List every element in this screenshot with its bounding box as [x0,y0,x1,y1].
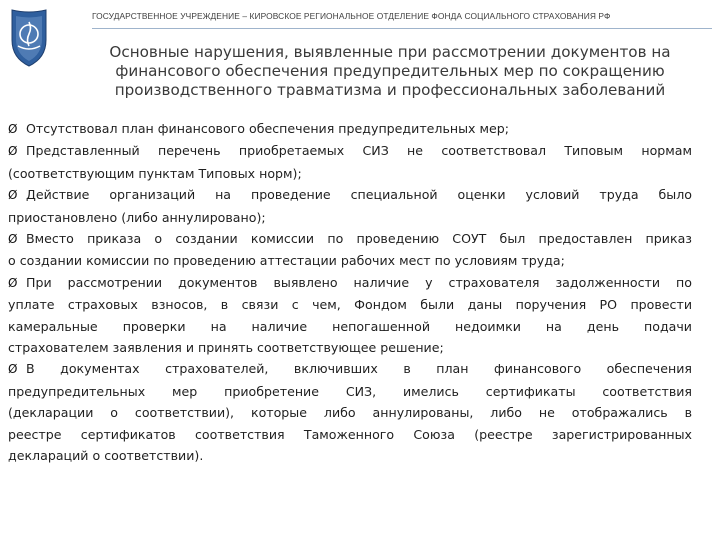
list-item-line: уплате страховых взносов, в связи с чем, Фондом были даны поручения РО провести [8,297,692,313]
list-item-line: камеральные проверки на наличие непогашенной недоимки на день подачи [8,318,692,334]
arrow-bullet-icon: Ø [8,188,18,203]
list-item-text: Отсутствовал план финансового обеспечения предупредительных мер; [26,121,509,136]
header-divider [92,28,712,29]
list-item [8,272,692,359]
list-item-line: предупредительных мер приобретение СИЗ, имелись сертификаты соответствия [8,383,692,399]
list-item [8,184,692,228]
list-item-line [8,272,692,294]
list-item-text: Вместо приказа о создании комиссии по проведению СОУТ был предоставлен приказ [26,231,692,247]
list-item-text: Действие организаций на проведение специальной оценки условий труда было [26,187,692,203]
list-item-line: деклараций о соответствии). [8,448,204,464]
list-item-line: реестре сертификатов соответствия Таможенного Союза (реестре зарегистрированных [8,426,692,442]
arrow-bullet-icon: Ø [8,122,18,136]
list-item-line [8,228,692,250]
list-item-line: приостановлено (либо аннулировано); [8,209,266,225]
header-organization-name: ГОСУДАРСТВЕННОЕ УЧРЕЖДЕНИЕ – КИРОВСКОЕ РЕГИОНАЛЬНОЕ ОТДЕЛЕНИЕ ФОНДА СОЦИАЛЬНОГО СТРАХОВАНИЯ РФ [92,11,611,21]
list-item-line: о создании комиссии по проведению аттестации рабочих мест по условиям труда; [8,253,565,269]
list-item-line [8,118,692,140]
list-item-line [8,140,692,162]
arrow-bullet-icon: Ø [8,362,18,377]
fss-emblem-logo [6,6,52,70]
arrow-bullet-icon: Ø [8,144,18,159]
violations-list [8,118,692,467]
list-item [8,358,692,466]
title-line: производственного травматизма и профессиональных заболеваний [114,81,666,99]
list-item-text: При рассмотрении документов выявлено наличие у страхователя задолженности по [26,274,692,290]
title-line: финансового обеспечения предупредительных мер по сокращению [115,62,665,80]
list-item [8,228,692,272]
list-item-text: В документах страхователей, включивших в план финансового обеспечения [26,361,692,377]
list-item-line [8,184,692,206]
list-item [8,140,692,184]
list-item-line: (декларации о соответствии), которые либо аннулированы, либо не отображались в [8,405,692,421]
title-line: Основные нарушения, выявленные при рассмотрении документов на [109,43,671,61]
list-item-line: (соответствующим пунктам Типовых норм); [8,165,302,181]
list-item-text: Представленный перечень приобретаемых СИЗ не соответствовал Типовым нормам [26,143,692,159]
page-title [70,43,710,100]
list-item-line: страхователем заявления и принять соответствующее решение; [8,340,444,356]
list-item [8,118,692,140]
list-item-line [8,358,692,380]
arrow-bullet-icon: Ø [8,232,18,247]
arrow-bullet-icon: Ø [8,275,18,290]
